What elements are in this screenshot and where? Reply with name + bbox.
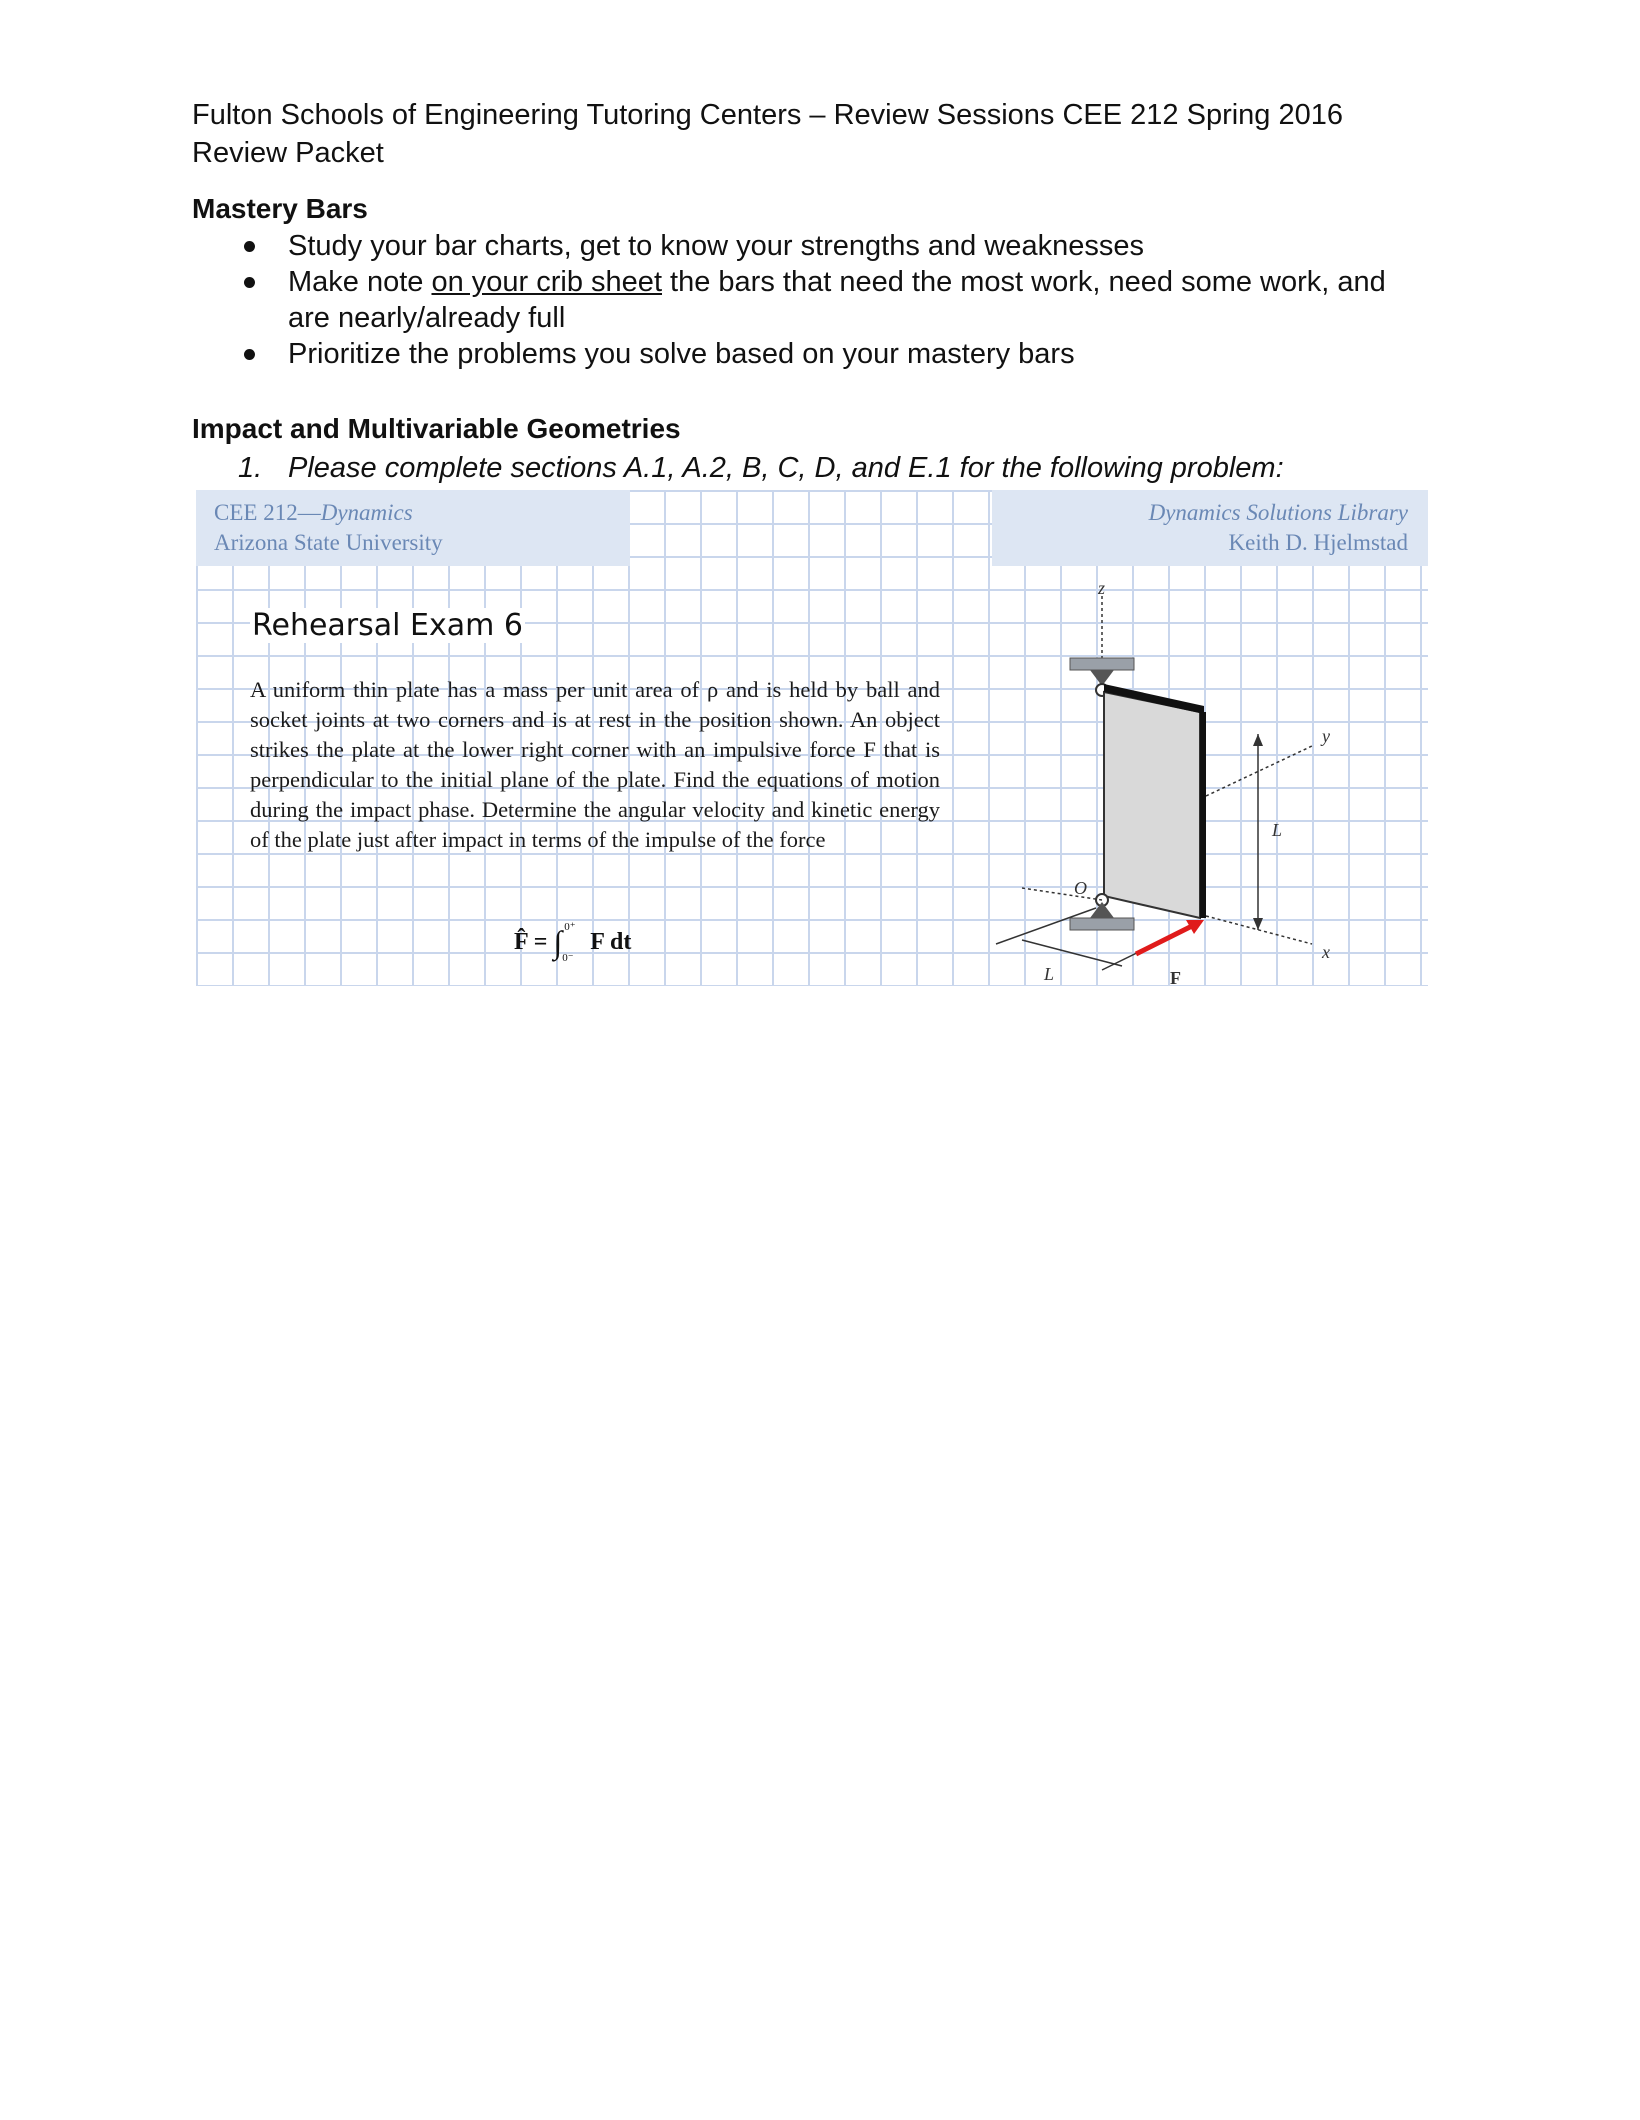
plate-shape [1104, 684, 1206, 918]
bullet-icon [244, 241, 255, 252]
list-item: Study your bar charts, get to know your strengths and weaknesses [192, 228, 1432, 264]
mastery-bars-heading: Mastery Bars [192, 193, 368, 224]
y-axis [1206, 726, 1330, 796]
question-number: 1. [238, 452, 263, 484]
question-text: Please complete sections A.1, A.2, B, C, D, and E.1 for the following problem: [288, 452, 1284, 484]
header-line-1: Fulton Schools of Engineering Tutoring Centers – Review Sessions CEE 212 Spring 2016 [192, 99, 1343, 131]
svg-text:L: L [1272, 820, 1283, 840]
header-line-2: Review Packet [192, 137, 384, 169]
problem-title: Rehearsal Exam 6 [252, 608, 523, 643]
list-item: Prioritize the problems you solve based on your mastery bars [192, 336, 1432, 372]
bullet-icon [244, 349, 255, 360]
library-label: Dynamics Solutions Library [1148, 500, 1408, 525]
z-axis [1097, 578, 1105, 658]
embedded-problem-image [196, 490, 1428, 986]
question-1 [238, 452, 1284, 485]
impulse-formula: F̂ = ∫ 0⁺ 0⁻ F dt [514, 921, 632, 965]
university-label: Arizona State University [214, 530, 443, 555]
course-label: CEE 212—Dynamics [214, 500, 413, 525]
origin-label: O [1074, 878, 1087, 898]
mastery-bullet-list [192, 228, 1432, 372]
svg-text:x: x [1322, 942, 1330, 962]
plate-figure [992, 566, 1428, 986]
list-item: Make note on your crib sheet the bars that need the most work, need some work, and are nearly/already full [192, 264, 1432, 336]
page-header [192, 96, 1472, 172]
author-label: Keith D. Hjelmstad [1228, 530, 1408, 555]
impact-heading: Impact and Multivariable Geometries [192, 413, 681, 444]
svg-text:L: L [1044, 964, 1055, 984]
bullet-icon [244, 277, 255, 288]
svg-text:y: y [1322, 726, 1330, 746]
problem-statement: A uniform thin plate has a mass per unit area of ρ and is held by ball and socket joints at two corners and is at rest in the position shown. An object strikes the plate at the lower right corner with an impulsive force F that is perpendicular to the initial plane of the plate. Find the equations of motion during the impact phase. Determine the angular velocity and kinetic energy of the plate just after impact in terms of the impulse of the force [250, 677, 940, 852]
l-vertical-dimension [1253, 734, 1282, 930]
crib-sheet-underlined: on your crib sheet [431, 266, 662, 298]
svg-text:z: z [1098, 578, 1106, 598]
force-arrow [1136, 920, 1204, 986]
svg-text:F: F [1170, 968, 1181, 986]
